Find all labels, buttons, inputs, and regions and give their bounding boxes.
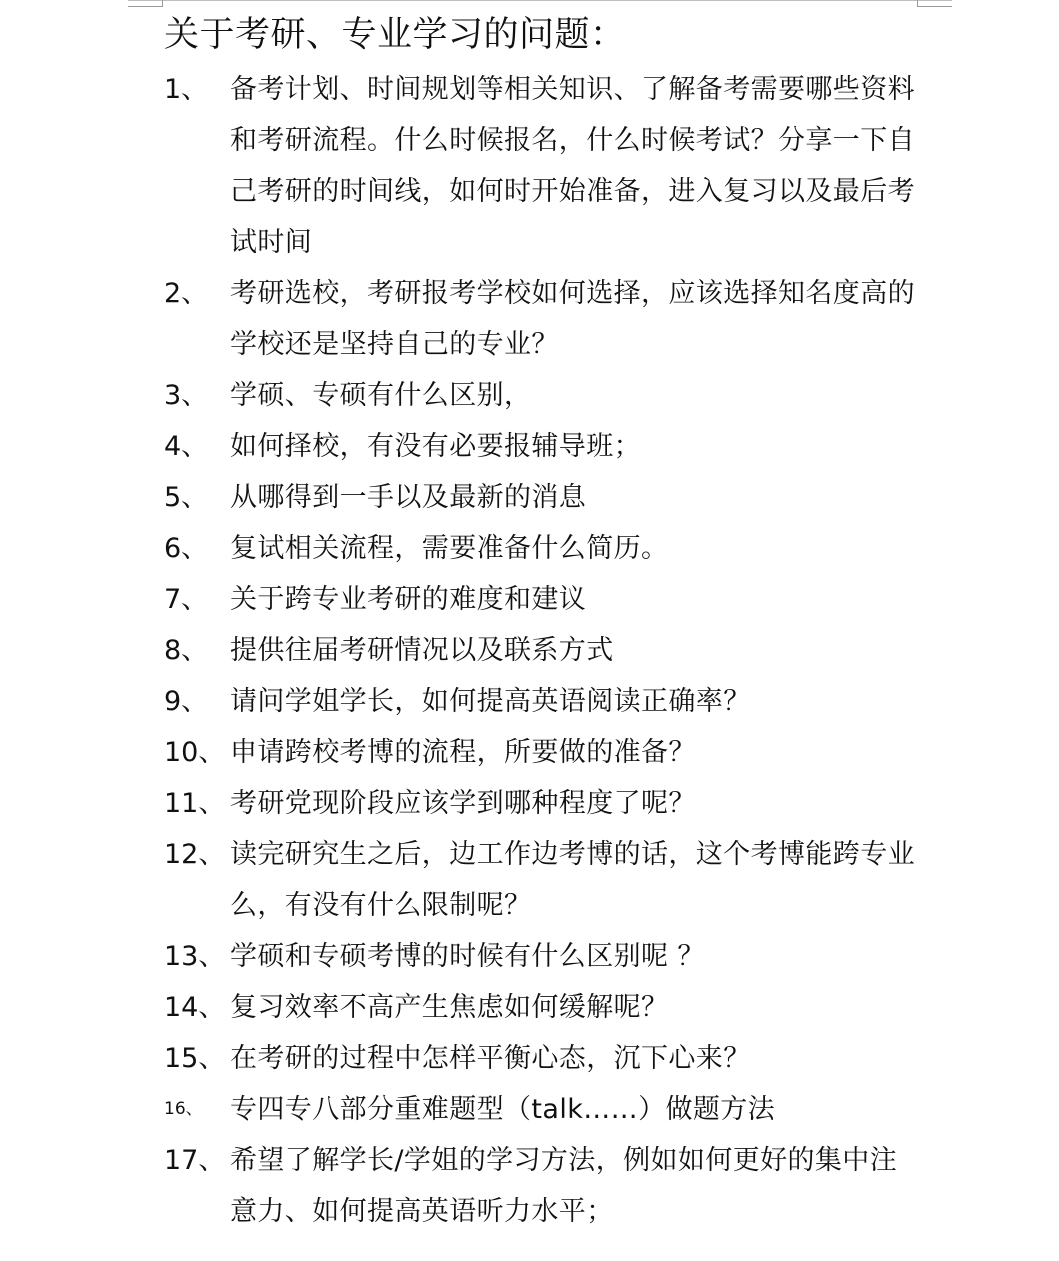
list-item bbox=[164, 64, 944, 268]
item-text: 在考研的过程中怎样平衡心态，沉下心来？ bbox=[230, 1043, 751, 1074]
item-number: 6、 bbox=[164, 533, 209, 564]
document-title: 关于考研、专业学习的问题： bbox=[164, 15, 626, 55]
item-number: 17、 bbox=[164, 1145, 226, 1176]
list-item bbox=[164, 523, 944, 574]
list-item bbox=[164, 829, 944, 931]
document-body bbox=[164, 12, 944, 1237]
item-text: 备考计划、时间规划等相关知识、了解备考需要哪些资料和考研流程。什么时候报名，什么时候考试？分享一下自己考研的时间线，如何时开始准备，进入复习以及最后考试时间 bbox=[230, 74, 915, 258]
item-number: 9、 bbox=[164, 686, 209, 717]
list-item bbox=[164, 1033, 944, 1084]
item-text: 读完研究生之后，边工作边考博的话，这个考博能跨专业么，有没有什么限制呢？ bbox=[230, 839, 915, 921]
list-item bbox=[164, 574, 944, 625]
list-item bbox=[164, 421, 944, 472]
list-item bbox=[164, 1135, 944, 1237]
item-text: 复习效率不高产生焦虑如何缓解呢？ bbox=[230, 992, 669, 1023]
page-top-edge bbox=[128, 0, 952, 6]
item-text: 关于跨专业考研的难度和建议 bbox=[230, 584, 587, 615]
item-number: 11、 bbox=[164, 788, 226, 819]
item-number: 2、 bbox=[164, 278, 209, 309]
item-number: 15、 bbox=[164, 1043, 226, 1074]
page-corner-right bbox=[917, 0, 952, 7]
item-number: 8、 bbox=[164, 635, 209, 666]
item-number: 7、 bbox=[164, 584, 209, 615]
list-item bbox=[164, 625, 944, 676]
item-number: 14、 bbox=[164, 992, 226, 1023]
item-text: 学硕、专硕有什么区别， bbox=[230, 380, 532, 411]
item-text: 考研党现阶段应该学到哪种程度了呢？ bbox=[230, 788, 696, 819]
item-text: 学硕和专硕考博的时候有什么区别呢 ？ bbox=[230, 941, 705, 972]
item-number: 5、 bbox=[164, 482, 209, 513]
item-text: 提供往届考研情况以及联系方式 bbox=[230, 635, 614, 666]
item-text: 考研选校，考研报考学校如何选择，应该选择知名度高的学校还是坚持自己的专业？ bbox=[230, 278, 915, 360]
list-item bbox=[164, 268, 944, 370]
page-corner-left bbox=[128, 0, 163, 7]
item-number: 1、 bbox=[164, 74, 209, 105]
item-number: 3、 bbox=[164, 380, 209, 411]
item-number: 10、 bbox=[164, 737, 226, 768]
list-item bbox=[164, 1084, 944, 1135]
item-text: 复试相关流程，需要准备什么简历。 bbox=[230, 533, 669, 564]
list-item bbox=[164, 778, 944, 829]
list-item bbox=[164, 727, 944, 778]
list-item bbox=[164, 982, 944, 1033]
item-text: 希望了解学长/学姐的学习方法，例如如何更好的集中注意力、如何提高英语听力水平； bbox=[230, 1145, 898, 1227]
item-text: 申请跨校考博的流程，所要做的准备？ bbox=[230, 737, 696, 768]
item-number: 16、 bbox=[164, 1099, 203, 1119]
question-list bbox=[164, 64, 944, 1237]
item-text: 从哪得到一手以及最新的消息 bbox=[230, 482, 587, 513]
list-item bbox=[164, 370, 944, 421]
list-item bbox=[164, 931, 944, 982]
item-text: 如何择校，有没有必要报辅导班； bbox=[230, 431, 641, 462]
item-number: 12、 bbox=[164, 839, 226, 870]
item-text: 专四专八部分重难题型（talk……）做题方法 bbox=[230, 1094, 776, 1125]
item-number: 4、 bbox=[164, 431, 209, 462]
list-item bbox=[164, 676, 944, 727]
item-text: 请问学姐学长，如何提高英语阅读正确率？ bbox=[230, 686, 751, 717]
item-number: 13、 bbox=[164, 941, 226, 972]
list-item bbox=[164, 472, 944, 523]
